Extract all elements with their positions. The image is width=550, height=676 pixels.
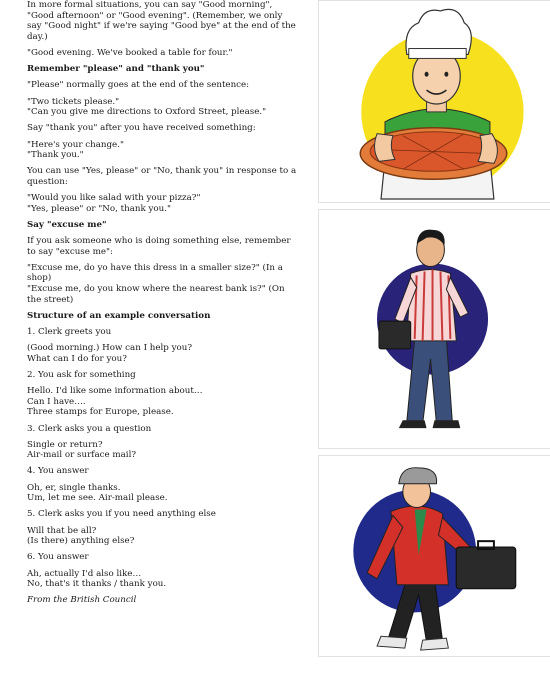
text-line: "Excuse me, do yo have this dress in a smaller size?" (In a shop) [27, 262, 283, 284]
paragraph [27, 424, 299, 435]
text-line: 3. Clerk asks you a question [27, 423, 152, 434]
chef-with-pizza-drawing [319, 1, 550, 202]
text-line: Say "thank you" after you have received something: [27, 123, 256, 134]
paragraph [27, 48, 299, 59]
text-line: Will that be all? [27, 525, 97, 536]
man-blue-trousers [407, 339, 453, 424]
paragraph [27, 343, 299, 364]
chef-left-arm [375, 134, 395, 162]
man-right-shoe [421, 638, 449, 650]
paragraph [27, 569, 299, 590]
text-line: 1. Clerk greets you [27, 326, 112, 337]
paragraph [27, 263, 299, 305]
text-line: "Can you give me directions to Oxford Street, please." [27, 107, 267, 118]
paragraph [27, 140, 299, 161]
paragraph [27, 509, 299, 520]
man-left-shoe [377, 636, 407, 648]
paragraph [27, 440, 299, 461]
paragraph [27, 386, 299, 418]
section-heading [27, 64, 299, 75]
paragraph [27, 0, 299, 42]
man-flat-cap [399, 468, 437, 484]
text-line: (Good morning.) How can I help you? [27, 343, 193, 354]
illustration-chef-with-pizza [318, 0, 550, 203]
chef-hat [406, 9, 471, 54]
article-text-column [27, 0, 299, 612]
text-line: If you ask someone who is doing something else, remember to say "excuse me": [27, 236, 291, 257]
paragraph [27, 466, 299, 477]
paragraph [27, 97, 299, 118]
chef-eye-right [444, 72, 448, 77]
text-line: 2. You ask for something [27, 369, 136, 380]
section-heading [27, 220, 299, 231]
paragraph [27, 483, 299, 504]
paragraph [27, 370, 299, 381]
text-line: No, that's it thanks / thank you. [27, 579, 167, 590]
text-line: "Excuse me, do you know where the nearest bank is?" (On the street) [27, 284, 285, 305]
text-line: Air-mail or surface mail? [27, 450, 137, 461]
paragraph [27, 327, 299, 338]
text-line: 5. Clerk asks you if you need anything else [27, 509, 216, 520]
section-heading [27, 311, 299, 322]
text-line: (Is there) anything else? [27, 536, 135, 547]
text-line: Oh, er, single thanks. [27, 482, 121, 493]
paragraph [27, 552, 299, 563]
text-line: What can I do for you? [27, 353, 127, 364]
text-line: From the British Council [27, 595, 137, 606]
text-line: Three stamps for Europe, please. [27, 407, 174, 418]
text-line: "Would you like salad with your pizza?" [27, 193, 201, 204]
text-line: Ah, actually I'd also like… [27, 568, 142, 579]
paragraph [27, 166, 299, 187]
text-line: Structure of an example conversation [27, 310, 211, 321]
text-line: "Please" normally goes at the end of the sentence: [27, 80, 250, 91]
text-line: You can use "Yes, please" or "No, thank you" in response to a question: [27, 166, 297, 187]
text-line: Say "excuse me" [27, 219, 107, 230]
text-line: Remember "please" and "thank you" [27, 64, 205, 75]
briefcase [379, 321, 411, 349]
text-line: In more formal situations, you can say "Good morning", "Good afternoon" or "Good evening". (Remember, we only say "Good night" if we're saying "Good bye" at the end of the day.) [27, 0, 296, 42]
text-line: "Two tickets please." [27, 96, 120, 107]
paragraph [27, 193, 299, 214]
text-line: "Thank you." [27, 150, 84, 161]
paragraph [27, 80, 299, 91]
illustration-man-carrying-suitcase [318, 455, 550, 657]
man-with-briefcase-drawing [319, 210, 550, 448]
man-left-shoe [399, 420, 427, 428]
paragraph [27, 526, 299, 547]
illustration-man-with-briefcase [318, 209, 550, 449]
text-line: Hello. I'd like some information about… [27, 386, 203, 397]
text-line: Single or return? [27, 439, 103, 450]
source-credit [27, 595, 299, 606]
text-line: Can I have…. [27, 396, 86, 407]
man-right-shoe [433, 420, 461, 428]
text-line: Um, let me see. Air-mail please. [27, 493, 168, 504]
text-line: "Yes, please" or "No, thank you." [27, 203, 171, 214]
paragraph [27, 236, 299, 257]
paragraph [27, 123, 299, 134]
text-line: "Good evening. We've booked a table for four." [27, 47, 233, 58]
text-line: 6. You answer [27, 552, 89, 563]
suitcase [456, 547, 515, 589]
man-carrying-suitcase-drawing [319, 456, 550, 656]
chef-eye-left [425, 72, 429, 77]
chef-hat-band [409, 49, 466, 59]
text-line: "Here's your change." [27, 139, 124, 150]
text-line: 4. You answer [27, 466, 89, 477]
